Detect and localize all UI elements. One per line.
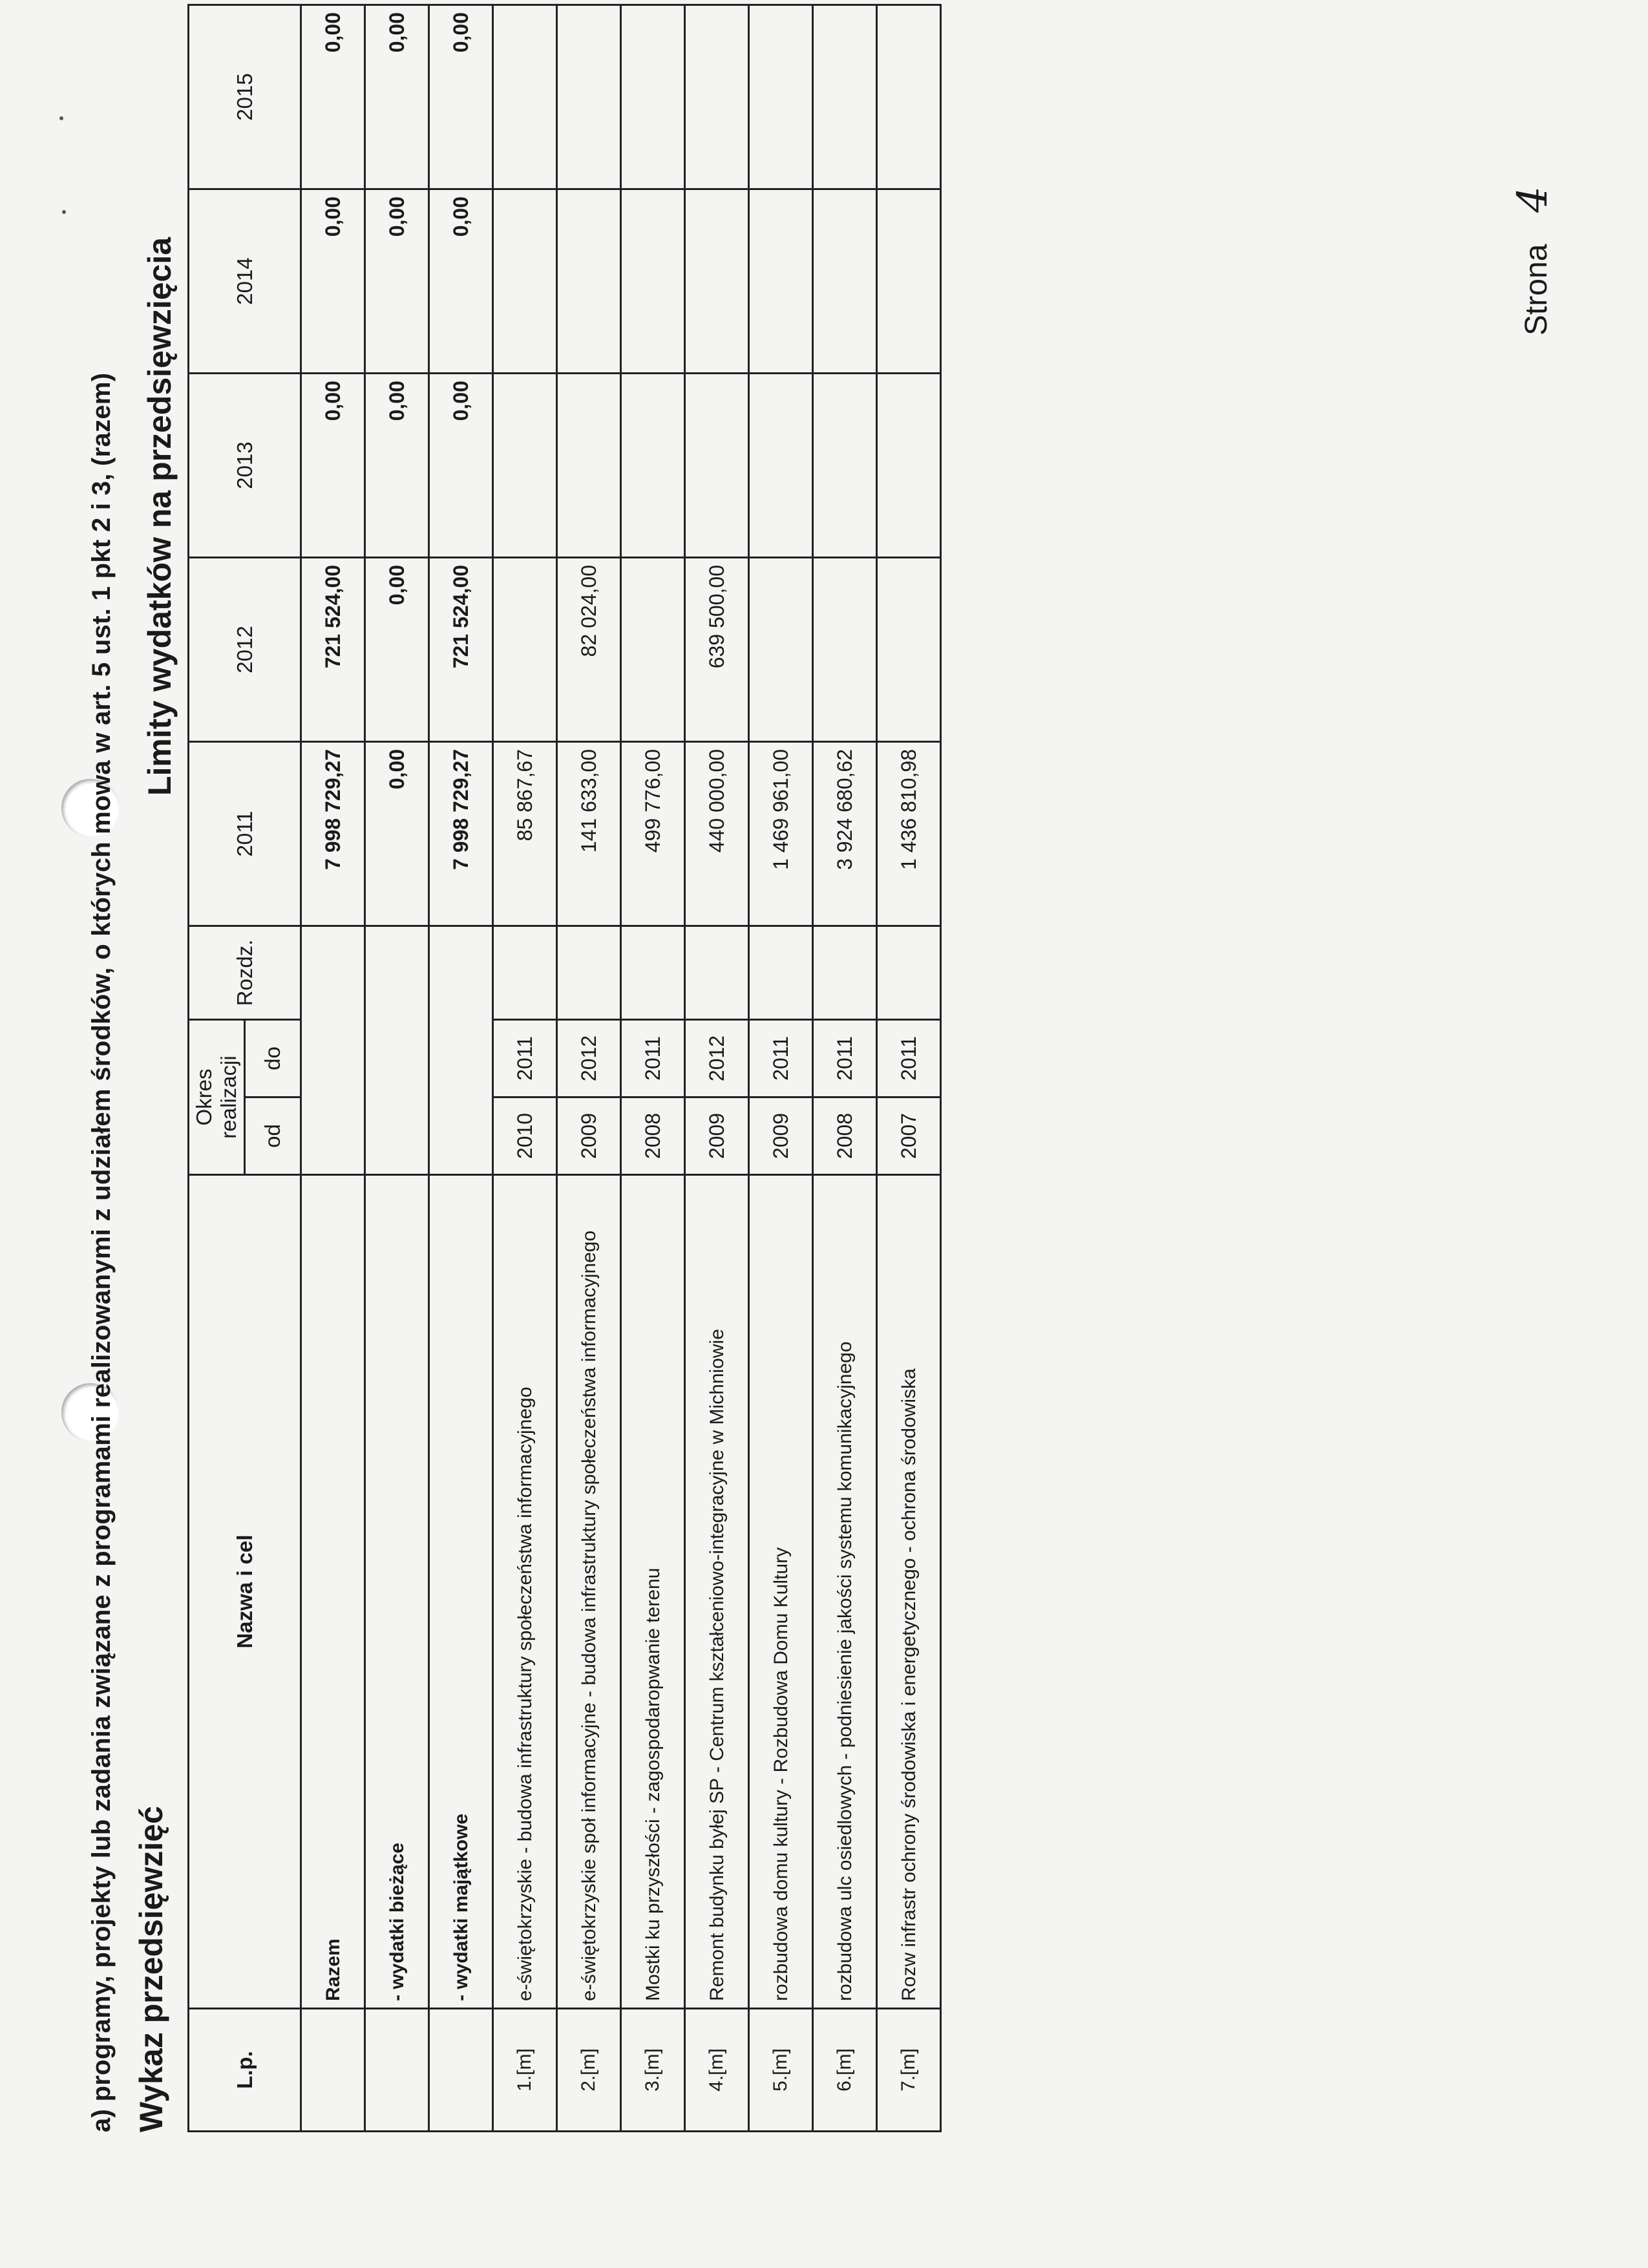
row-value-2011: 440 000,00 — [685, 742, 749, 926]
row-name: e-świętokrzyskie społ informacyjne - budowa infrastruktury społeczeństwa informacyjnego — [557, 1175, 621, 2009]
summary-value-2014: 0,00 — [429, 189, 493, 374]
summary-value-2015: 0,00 — [365, 5, 429, 189]
col-header-2012: 2012 — [189, 558, 301, 742]
row-lp: 2.[m] — [557, 2009, 621, 2132]
row-value-2014 — [877, 189, 941, 374]
row-from: 2007 — [877, 1097, 941, 1175]
table-cell — [365, 2009, 429, 2132]
table-cell — [365, 926, 429, 1175]
row-value-2013 — [685, 374, 749, 558]
table-row — [557, 5, 621, 2132]
table-cell — [301, 2009, 365, 2132]
row-to: 2012 — [685, 1020, 749, 1097]
row-value-2012: 639 500,00 — [685, 558, 749, 742]
row-rozdz — [877, 926, 941, 1020]
row-value-2014 — [749, 189, 813, 374]
col-header-period: Okres realizacji — [189, 1020, 245, 1175]
row-value-2012: 82 024,00 — [557, 558, 621, 742]
row-value-2015 — [685, 5, 749, 189]
summary-value-2011: 7 998 729,27 — [429, 742, 493, 926]
row-value-2015 — [493, 5, 557, 189]
summary-label: Razem — [301, 1175, 365, 2009]
row-rozdz — [557, 926, 621, 1020]
row-lp: 5.[m] — [749, 2009, 813, 2132]
summary-row-current — [365, 5, 429, 2132]
row-to: 2011 — [813, 1020, 877, 1097]
summary-label: - wydatki majątkowe — [429, 1175, 493, 2009]
section-heading: a) programy, projekty lub zadania związane z programami realizowanymi z udziałem środków, o których mowa w art. 5 ust. 1 pkt 2 i 3, (razem) — [87, 372, 116, 2132]
col-header-from: od — [245, 1097, 301, 1175]
summary-value-2015: 0,00 — [301, 5, 365, 189]
table-row — [685, 5, 749, 2132]
summary-value-2011: 7 998 729,27 — [301, 742, 365, 926]
col-header-name: Nazwa i cel — [189, 1175, 301, 2009]
summary-value-2012: 721 524,00 — [429, 558, 493, 742]
row-value-2014 — [621, 189, 685, 374]
table-row — [813, 5, 877, 2132]
row-lp: 1.[m] — [493, 2009, 557, 2132]
row-value-2015 — [557, 5, 621, 189]
row-value-2011: 3 924 680,62 — [813, 742, 877, 926]
list-title: Wykaz przedsięwzięć — [133, 1806, 169, 2132]
row-to: 2011 — [749, 1020, 813, 1097]
row-value-2014 — [813, 189, 877, 374]
row-to: 2012 — [557, 1020, 621, 1097]
row-rozdz — [493, 926, 557, 1020]
row-value-2012 — [621, 558, 685, 742]
row-value-2013 — [621, 374, 685, 558]
row-from: 2008 — [813, 1097, 877, 1175]
row-name: Rozw infrastr ochrony środowiska i energetycznego - ochrona środowiska — [877, 1175, 941, 2009]
row-value-2014 — [493, 189, 557, 374]
page-number: 4 — [1509, 186, 1557, 213]
row-value-2011: 141 633,00 — [557, 742, 621, 926]
summary-value-2013: 0,00 — [429, 374, 493, 558]
page-label: Strona — [1519, 244, 1554, 335]
col-header-rozdz: Rozdz. — [189, 926, 301, 1020]
summary-value-2012: 721 524,00 — [301, 558, 365, 742]
row-name: e-świętokrzyskie - budowa infrastruktury społeczeństwa informacyjnego — [493, 1175, 557, 2009]
row-value-2011: 1 436 810,98 — [877, 742, 941, 926]
summary-value-2014: 0,00 — [301, 189, 365, 374]
table-cell — [429, 926, 493, 1175]
row-rozdz — [813, 926, 877, 1020]
summary-label: - wydatki bieżące — [365, 1175, 429, 2009]
row-name: rozbudowa domu kultury - Rozbudowa Domu Kultury — [749, 1175, 813, 2009]
table-row — [877, 5, 941, 2132]
row-to: 2011 — [621, 1020, 685, 1097]
row-value-2011: 499 776,00 — [621, 742, 685, 926]
row-from: 2009 — [557, 1097, 621, 1175]
col-header-2014: 2014 — [189, 189, 301, 374]
row-lp: 6.[m] — [813, 2009, 877, 2132]
row-rozdz — [621, 926, 685, 1020]
row-rozdz — [685, 926, 749, 1020]
row-value-2013 — [749, 374, 813, 558]
summary-value-2012: 0,00 — [365, 558, 429, 742]
row-name: rozbudowa ulc osiedlowych - podniesienie jakości systemu komunikacyjnego — [813, 1175, 877, 2009]
projects-table — [187, 4, 942, 2132]
summary-value-2015: 0,00 — [429, 5, 493, 189]
col-header-lp: L.p. — [189, 2009, 301, 2132]
row-value-2015 — [621, 5, 685, 189]
row-from: 2009 — [685, 1097, 749, 1175]
row-to: 2011 — [493, 1020, 557, 1097]
row-value-2012 — [749, 558, 813, 742]
row-value-2012 — [493, 558, 557, 742]
col-header-2011: 2011 — [189, 742, 301, 926]
row-value-2015 — [877, 5, 941, 189]
table-cell — [429, 2009, 493, 2132]
summary-value-2013: 0,00 — [365, 374, 429, 558]
summary-value-2013: 0,00 — [301, 374, 365, 558]
row-value-2014 — [557, 189, 621, 374]
row-value-2012 — [877, 558, 941, 742]
summary-row-capital — [429, 5, 493, 2132]
table-cell — [301, 926, 365, 1175]
row-lp: 7.[m] — [877, 2009, 941, 2132]
row-value-2013 — [493, 374, 557, 558]
row-value-2013 — [813, 374, 877, 558]
row-lp: 3.[m] — [621, 2009, 685, 2132]
col-header-to: do — [245, 1020, 301, 1097]
row-value-2014 — [685, 189, 749, 374]
row-value-2011: 1 469 961,00 — [749, 742, 813, 926]
row-value-2012 — [813, 558, 877, 742]
row-rozdz — [749, 926, 813, 1020]
row-lp: 4.[m] — [685, 2009, 749, 2132]
table-row — [749, 5, 813, 2132]
limits-title: Limity wydatków na przedsięwzięcia — [142, 237, 178, 796]
row-value-2013 — [877, 374, 941, 558]
row-name: Mostki ku przyszłości - zagospodaropwanie terenu — [621, 1175, 685, 2009]
row-value-2013 — [557, 374, 621, 558]
row-from: 2010 — [493, 1097, 557, 1175]
row-name: Remont budynku byłej SP - Centrum kształceniowo-integracyjne w Michniowie — [685, 1175, 749, 2009]
row-to: 2011 — [877, 1020, 941, 1097]
col-header-2013: 2013 — [189, 374, 301, 558]
row-value-2015 — [749, 5, 813, 189]
table-row — [621, 5, 685, 2132]
summary-value-2011: 0,00 — [365, 742, 429, 926]
table-row — [493, 5, 557, 2132]
row-from: 2009 — [749, 1097, 813, 1175]
row-from: 2008 — [621, 1097, 685, 1175]
summary-value-2014: 0,00 — [365, 189, 429, 374]
col-header-2015: 2015 — [189, 5, 301, 189]
summary-row-total — [301, 5, 365, 2132]
row-value-2011: 85 867,67 — [493, 742, 557, 926]
row-value-2015 — [813, 5, 877, 189]
